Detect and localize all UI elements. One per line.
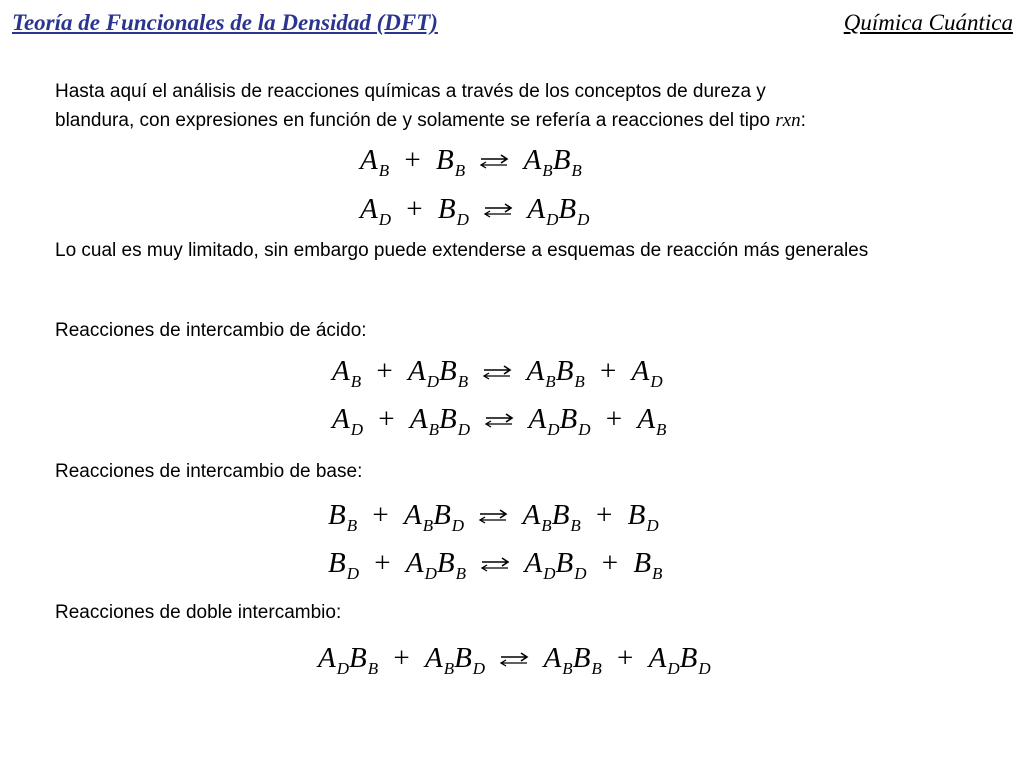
eq-term: $A_DB_B$ (318, 642, 379, 678)
plus-sign: + (393, 642, 410, 674)
eq-term: $A_BB_D$ (409, 403, 470, 439)
equilibrium-arrow-icon (482, 363, 512, 383)
eq-term: $B_D$ (328, 547, 359, 583)
course-title: Química Cuántica (843, 10, 1013, 35)
intro-line-1: Hasta aquí el análisis de reacciones químicas a través de los conceptos de dureza y (55, 81, 766, 102)
plus-sign: + (596, 499, 613, 531)
plus-sign: + (605, 403, 623, 435)
eq-term: $A_BB_D$ (424, 642, 486, 678)
eq-term: $A_DB_B$ (407, 355, 469, 391)
eq-term: $A_B$ (637, 403, 667, 439)
eq-term: $A_B$ (360, 144, 390, 180)
equation-base-exchange-1 (328, 499, 659, 535)
intro-paragraph (55, 77, 995, 135)
plus-sign: + (372, 499, 389, 531)
plus-sign: + (617, 642, 634, 674)
eq-term: $A_D$ (360, 193, 391, 229)
equation-base-exchange-2 (328, 547, 663, 583)
eq-term: $A_BB_B$ (526, 355, 585, 391)
eq-term: $A_DB_D$ (528, 403, 591, 439)
base-exchange-heading: Reacciones de intercambio de base: (55, 461, 363, 482)
equilibrium-arrow-icon (484, 411, 514, 431)
rxn-term: rxn (775, 110, 801, 131)
equation-acid-exchange-1 (332, 355, 663, 391)
equation-acid-exchange-2 (332, 403, 667, 439)
plus-sign: + (406, 193, 423, 225)
eq-term: $A_DB_D$ (527, 193, 590, 229)
equilibrium-arrow-icon (479, 152, 509, 172)
eq-term: $B_B$ (328, 499, 358, 535)
plus-sign: + (404, 144, 421, 176)
intro-line-2 (55, 106, 995, 135)
limited-paragraph: Lo cual es muy limitado, sin embargo puede extenderse a esquemas de reacción más generales (55, 240, 869, 261)
equilibrium-arrow-icon (478, 507, 508, 527)
page-title: Teoría de Funcionales de la Densidad (DFT) (12, 10, 438, 35)
intro-line-2-text: blandura, con expresiones en función de y solamente se refería a reacciones del tipo (55, 110, 771, 131)
eq-term: $A_D$ (631, 355, 663, 391)
equilibrium-arrow-icon (480, 555, 510, 575)
eq-term: $B_B$ (633, 547, 663, 583)
plus-sign: + (378, 403, 395, 435)
intro-colon: : (800, 110, 806, 131)
eq-term: $A_BB_B$ (522, 499, 581, 535)
eq-term: $A_DB_B$ (405, 547, 466, 583)
plus-sign: + (601, 547, 619, 579)
eq-term: $B_D$ (437, 193, 469, 229)
equation-double-exchange (318, 642, 711, 678)
eq-term: $A_B$ (332, 355, 362, 391)
equilibrium-arrow-icon (483, 201, 513, 221)
eq-term: $A_DB_D$ (648, 642, 711, 678)
eq-term: $A_BB_B$ (523, 144, 582, 180)
acid-exchange-heading: Reacciones de intercambio de ácido: (55, 320, 367, 341)
plus-sign: + (376, 355, 393, 387)
equation-hard-hard (360, 193, 590, 229)
eq-term: $A_BB_B$ (543, 642, 602, 678)
equation-soft-soft (360, 144, 582, 180)
eq-term: $B_D$ (627, 499, 659, 535)
double-exchange-heading: Reacciones de doble intercambio: (55, 602, 342, 623)
eq-term: $B_B$ (435, 144, 466, 180)
eq-term: $A_DB_D$ (524, 547, 587, 583)
equilibrium-arrow-icon (499, 650, 529, 670)
plus-sign: + (600, 355, 617, 387)
plus-sign: + (374, 547, 391, 579)
eq-term: $A_D$ (332, 403, 363, 439)
eq-term: $A_BB_D$ (403, 499, 465, 535)
